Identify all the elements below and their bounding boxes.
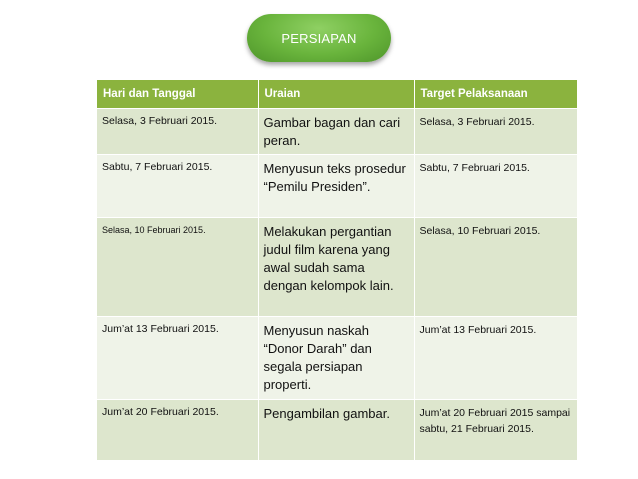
header-description: Uraian: [258, 80, 414, 109]
row-date: Selasa, 3 Februari 2015.: [97, 109, 258, 155]
row-target: Sabtu, 7 Februari 2015.: [414, 155, 577, 218]
row-target: Jum’at 13 Februari 2015.: [414, 317, 577, 400]
header-target: Target Pelaksanaan: [414, 80, 577, 109]
table-row: [97, 218, 577, 317]
row-description: Menyusun teks prosedur “Pemilu Presiden”.: [258, 155, 414, 218]
row-description: Menyusun naskah “Donor Darah” dan segala persiapan properti.: [258, 317, 414, 400]
row-target: Selasa, 10 Februari 2015.: [414, 218, 577, 317]
table-row: [97, 155, 577, 218]
row-date: Sabtu, 7 Februari 2015.: [97, 155, 258, 218]
table-header-row: [97, 80, 577, 109]
row-description: Gambar bagan dan cari peran.: [258, 109, 414, 155]
table-row: [97, 400, 577, 460]
table-row: [97, 317, 577, 400]
row-target: Jum’at 20 Februari 2015 sampai sabtu, 21 Februari 2015.: [414, 400, 577, 460]
title-pill: PERSIAPAN: [247, 14, 391, 62]
row-target: Selasa, 3 Februari 2015.: [414, 109, 577, 155]
schedule-table: [97, 80, 577, 460]
row-description: Pengambilan gambar.: [258, 400, 414, 460]
row-date: Jum’at 20 Februari 2015.: [97, 400, 258, 460]
table-row: [97, 109, 577, 155]
row-date: Jum’at 13 Februari 2015.: [97, 317, 258, 400]
row-description: Melakukan pergantian judul film karena yang awal sudah sama dengan kelompok lain.: [258, 218, 414, 317]
header-date: Hari dan Tanggal: [97, 80, 258, 109]
row-date: Selasa, 10 Februari 2015.: [97, 218, 258, 317]
